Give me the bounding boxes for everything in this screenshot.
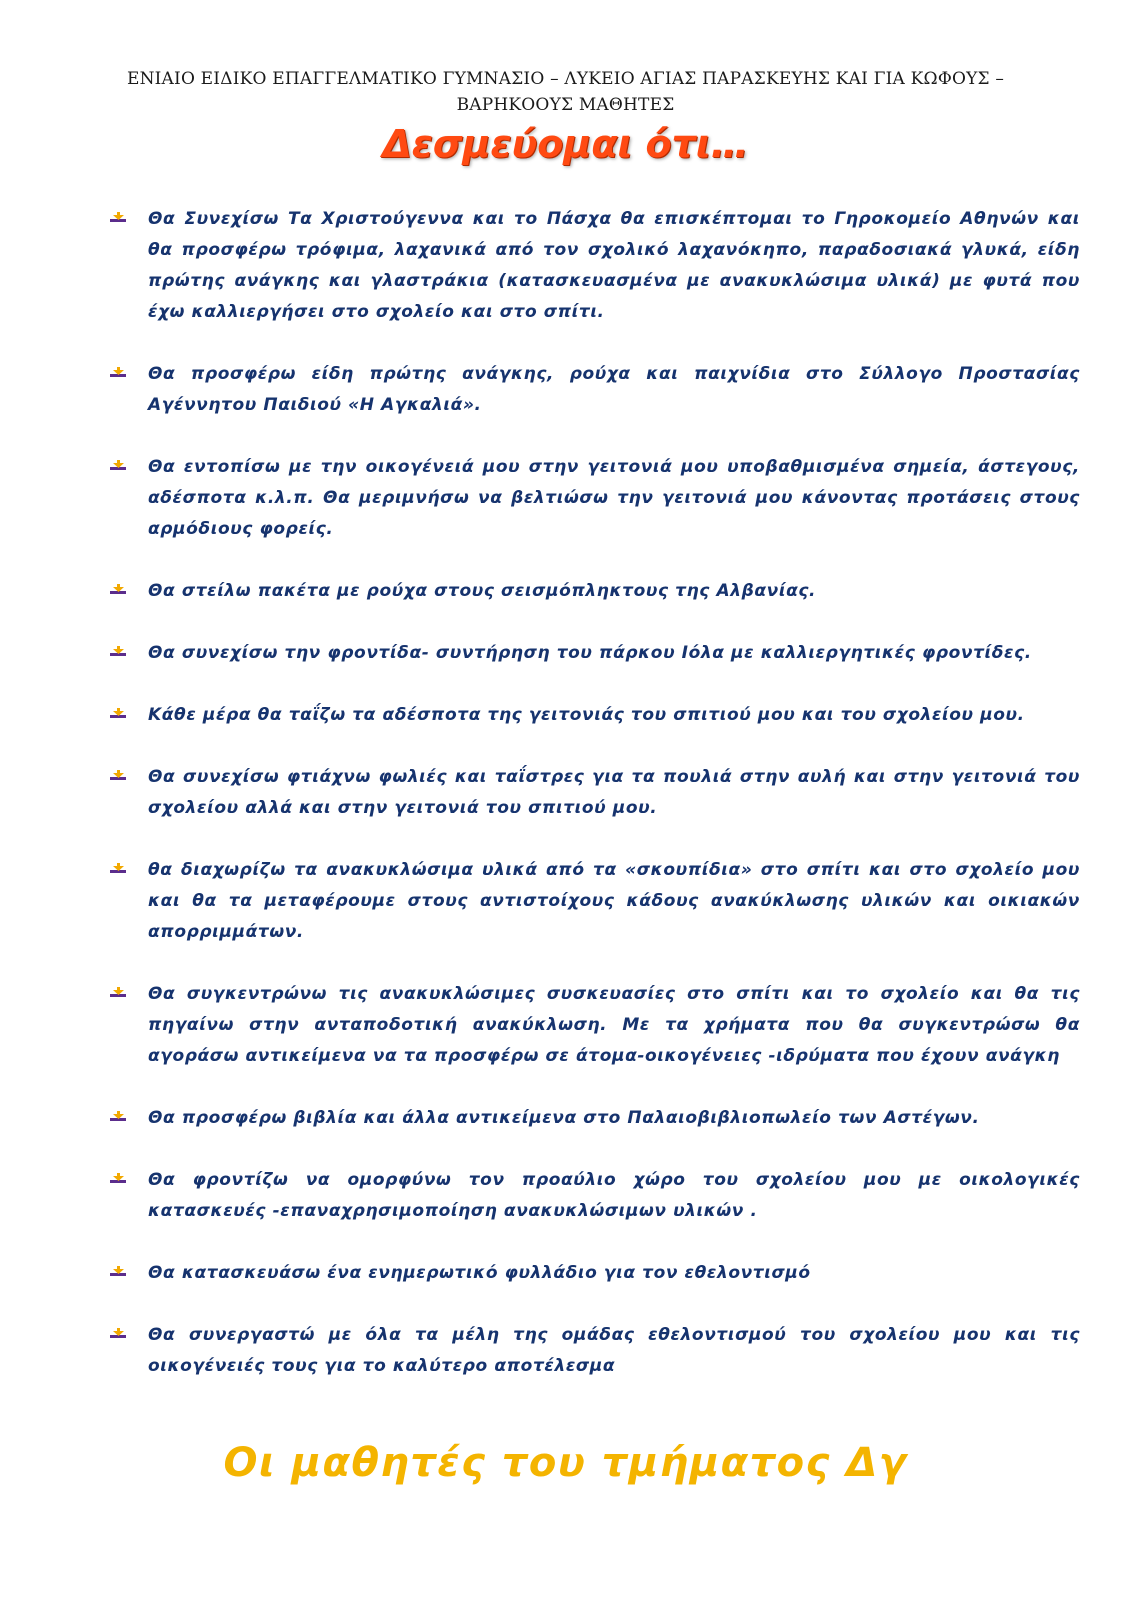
pledge-item [108,359,1080,421]
school-name-line-2: ΒΑΡΗΚΟΟΥΣ ΜΑΘΗΤΕΣ [456,95,675,115]
pledge-text: Θα προσφέρω είδη πρώτης ανάγκης, ρούχα και παιχνίδια στο Σύλλογο Προστασίας Αγέννητου Παιδιού «Η Αγκαλιά». [148,364,1080,415]
pledge-item [108,576,1080,607]
arrow-bullet-icon [110,768,126,784]
arrow-bullet-icon [110,1326,126,1342]
pledge-text: Θα συνεχίσω την φροντίδα- συντήρηση του πάρκου Ιόλα με καλλιεργητικές φροντίδες. [148,643,1032,663]
pledge-item [108,700,1080,731]
pledge-item [108,1103,1080,1134]
pledge-item [108,204,1080,328]
page-title: Δεσμεύομαι ότι… [382,122,749,166]
pledge-item [108,1320,1080,1382]
pledge-text: Θα συνεχίσω φτιάχνω φωλιές και ταΐστρες για τα πουλιά στην αυλή και στην γειτονιά του σχολείου αλλά και στην γειτονιά του σπιτιού μου. [148,767,1080,818]
arrow-bullet-icon [110,1264,126,1280]
arrow-bullet-icon [110,1109,126,1125]
school-header [60,66,1071,118]
arrow-bullet-icon [110,644,126,660]
pledge-text: Θα προσφέρω βιβλία και άλλα αντικείμενα στο Παλαιοβιβλιοπωλείο των Αστέγων. [148,1108,980,1128]
pledge-item [108,855,1080,948]
arrow-bullet-icon [110,861,126,877]
arrow-bullet-icon [110,365,126,381]
arrow-bullet-icon [110,706,126,722]
pledge-item [108,452,1080,545]
pledge-text: Θα εντοπίσω με την οικογένειά μου στην γειτονιά μου υποβαθμισμένα σημεία, άστεγους, αδέσποτα κ.λ.π. Θα μεριμνήσω να βελτιώσω την γειτονιά μου κάνοντας προτάσεις στους αρμόδιους φορείς. [148,457,1080,539]
pledge-text: Θα στείλω πακέτα με ρούχα στους σεισμόπληκτους της Αλβανίας. [148,581,817,601]
arrow-bullet-icon [110,458,126,474]
arrow-bullet-icon [110,1171,126,1187]
pledge-list [108,204,1080,1413]
arrow-bullet-icon [110,582,126,598]
pledge-text: Θα φροντίζω να ομορφύνω τον προαύλιο χώρο του σχολείου μου με οικολογικές κατασκευές -επαναχρησιμοποίηση ανακυκλώσιμων υλικών . [148,1170,1080,1221]
arrow-bullet-icon [110,210,126,226]
pledge-item [108,762,1080,824]
pledge-item [108,1258,1080,1289]
pledge-text: Θα συγκεντρώνω τις ανακυκλώσιμες συσκευασίες στο σπίτι και το σχολείο και θα τις πηγαίνω στην ανταποδοτική ανακύκλωση. Με τα χρήματα που θα συγκεντρώσω θα αγοράσω αντικείμενα να τα προσφέρω σε άτομα-οικογένειες -ιδρύματα που έχουν ανάγκη [148,984,1080,1066]
pledge-text: θα διαχωρίζω τα ανακυκλώσιμα υλικά από τα «σκουπίδια» στο σπίτι και στο σχολείο μου και θα τα μεταφέρουμε στους αντιστοίχους κάδους ανακύκλωσης υλικών και οικιακών απορριμμάτων. [148,860,1080,942]
pledge-text: Κάθε μέρα θα ταΐζω τα αδέσποτα της γειτονιάς του σπιτιού μου και του σχολείου μου. [148,705,1025,725]
pledge-text: Θα Συνεχίσω Τα Χριστούγεννα και το Πάσχα θα επισκέπτομαι το Γηροκομείο Αθηνών και θα προσφέρω τρόφιμα, λαχανικά από τον σχολικό λαχανόκηπο, παραδοσιακά γλυκά, είδη πρώτης ανάγκης και γλαστράκια (κατασκευασμένα με ανακυκλώσιμα υλικά) με φυτά που έχω καλλιεργήσει στο σχολείο και στο σπίτι. [148,209,1080,322]
arrow-bullet-icon [110,985,126,1001]
pledge-item [108,638,1080,669]
school-name-line-1: ΕΝΙΑΙΟ ΕΙΔΙΚΟ ΕΠΑΓΓΕΛΜΑΤΙΚΟ ΓΥΜΝΑΣΙΟ – ΛΥΚΕΙΟ ΑΓΙΑΣ ΠΑΡΑΣΚΕΥΗΣ ΚΑΙ ΓΙΑ ΚΩΦΟΥΣ – [126,69,1005,89]
signature: Οι μαθητές του τμήματος Δγ [223,1440,908,1486]
pledge-item [108,979,1080,1072]
pledge-text: Θα συνεργαστώ με όλα τα μέλη της ομάδας εθελοντισμού του σχολείου μου και τις οικογένειές τους για το καλύτερο αποτέλεσμα [148,1325,1080,1376]
pledge-item [108,1165,1080,1227]
pledge-text: Θα κατασκευάσω ένα ενημερωτικό φυλλάδιο για τον εθελοντισμό [148,1263,811,1283]
